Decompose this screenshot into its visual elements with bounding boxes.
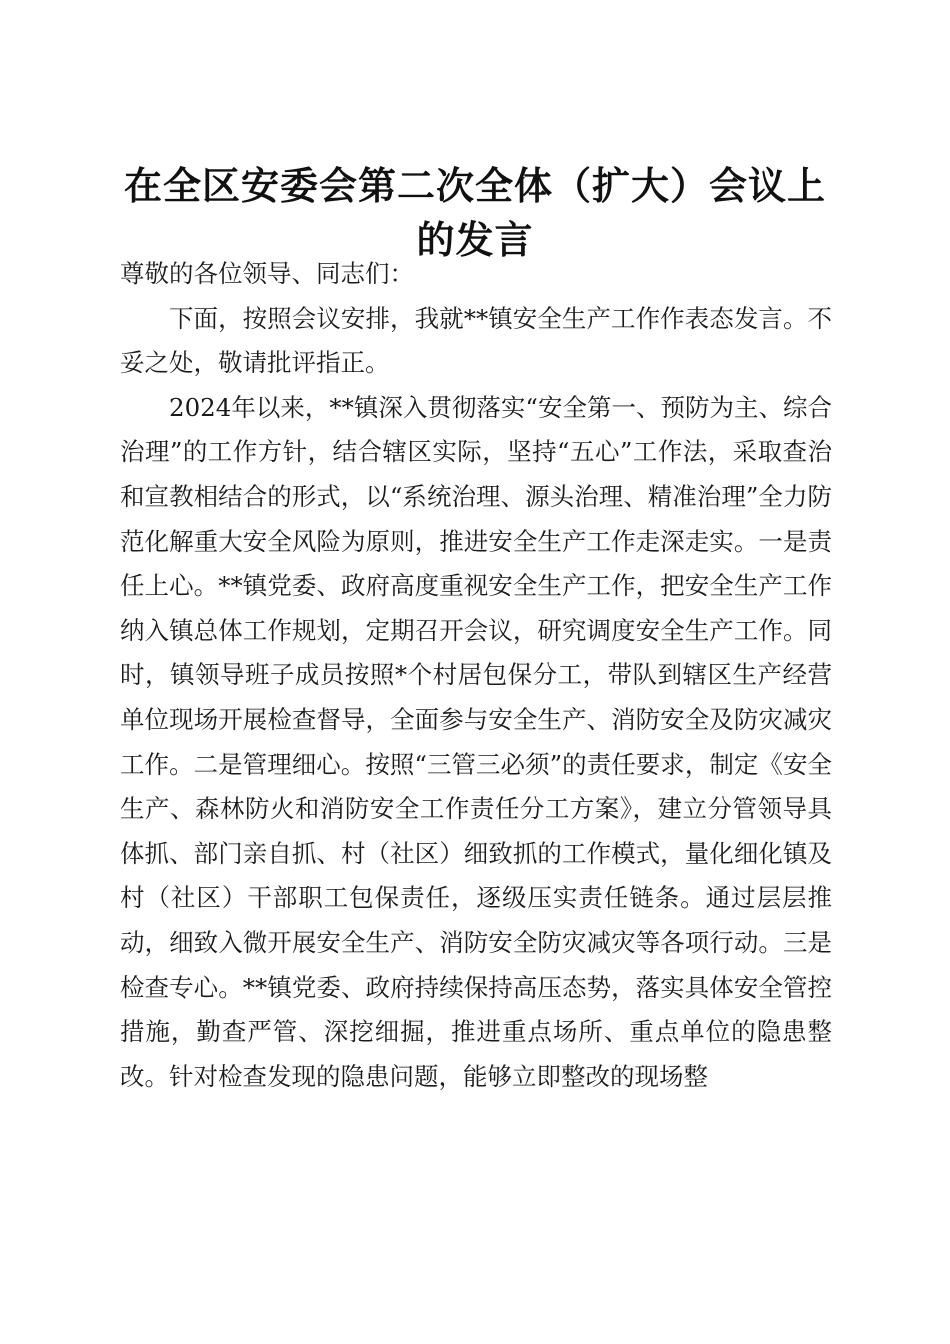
paragraph-main: 2024年以来，**镇深入贯彻落实“安全第一、预防为主、综合治理”的工作方针，结合辖区实际，坚持“五心”工作法，采取查治和宣教相结合的形式，以“系统治理、源头治理、精准治理”全力防范化解重大安全风险为原则，推进安全生产工作走深走实。一是责任上心。**镇党委、政府高度重视安全生产工作，把安全生产工作纳入镇总体工作规划，定期召开会议，研究调度安全生产工作。同时，镇领导班子成员按照*个村居包保分工，带队到辖区生产经营单位现场开展检查督导，全面参与安全生产、消防安全及防灾减灾工作。二是管理细心。按照“三管三必须”的责任要求，制定《安全生产、森林防火和消防安全工作责任分工方案》，建立分管领导具体抓、部门亲自抓、村（社区）细致抓的工作模式，量化细化镇及村（社区）干部职工包保责任，逐级压实责任链条。通过层层推动，细致入微开展安全生产、消防安全防灾减灾等各项行动。三是检查专心。**镇党委、政府持续保持高压态势，落实具体安全管控措施，勤查严管、深挖细掘，推进重点场所、重点单位的隐患整改。针对检查发现的隐患问题，能够立即整改的现场整 xyxy=(120,392,832,1091)
salutation: 尊敬的各位领导、同志们： xyxy=(120,259,414,288)
paragraph-opening: 下面，按照会议安排，我就**镇安全生产工作作表态发言。不妥之处，敬请批评指正。 xyxy=(120,303,832,378)
document-title: 在全区安委会第二次全体（扩大）会议上的发言 xyxy=(123,163,826,263)
document-body xyxy=(120,252,832,1099)
